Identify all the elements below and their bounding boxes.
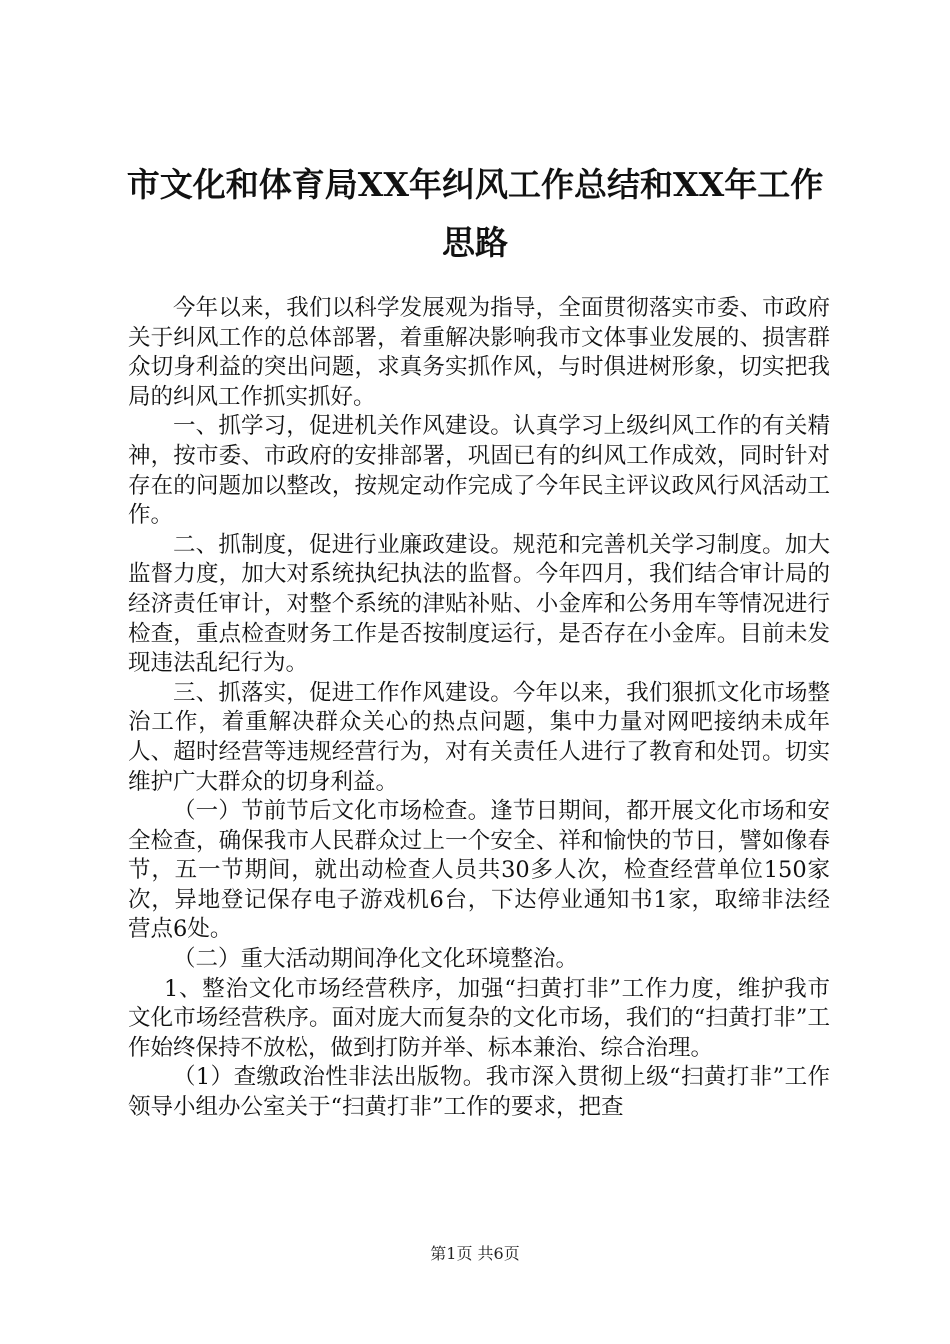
- paragraph-section-3: 三、抓落实，促进工作作风建设。今年以来，我们狠抓文化市场整治工作，着重解决群众关心的热点问题，集中力量对网吧接纳未成年人、超时经营等违规经营行为，对有关责任人进行了教育和处罚。切实维护广大群众的切身利益。: [128, 679, 830, 795]
- paragraph-section-2: 二、抓制度，促进行业廉政建设。规范和完善机关学习制度。加大监督力度，加大对系统执纪执法的监督。今年四月，我们结合审计局的经济责任审计，对整个系统的津贴补贴、小金库和公务用车等情况进行检查，重点检查财务工作是否按制度运行，是否存在小金库。目前未发现违法乱纪行为。: [128, 531, 830, 677]
- paragraph-item-1: 1、整治文化市场经营秩序，加强“扫黄打非”工作力度，维护我市文化市场经营秩序。面对庞大而复杂的文化市场，我们的“扫黄打非”工作始终保持不放松，做到打防并举、标本兼治、综合治理。: [128, 975, 830, 1061]
- page-footer: 第1页 共6页: [430, 1244, 520, 1263]
- paragraph-subsection-2: （二）重大活动期间净化文化环境整治。: [173, 946, 579, 973]
- document-body: [128, 294, 830, 1123]
- document-title: 市文化和体育局XX年纠风工作总结和XX年工作思路: [126, 165, 824, 262]
- paragraph-intro: 今年以来，我们以科学发展观为指导，全面贯彻落实市委、市政府关于纠风工作的总体部署，着重解决影响我市文体事业发展的、损害群众切身利益的突出问题，求真务实抓作风，与时俱进树形象，切实把我局的纠风工作抓实抓好。: [128, 295, 830, 410]
- paragraph-subsection-1: （一）节前节后文化市场检查。逢节日期间，都开展文化市场和安全检查，确保我市人民群众过上一个安全、祥和愉快的节日，譬如像春节，五一节期间，就出动检查人员共30多人次，检查经营单位150家次，异地登记保存电子游戏机6台，下达停业通知书1家，取缔非法经营点6处。: [128, 798, 830, 943]
- paragraph-section-1: 一、抓学习，促进机关作风建设。认真学习上级纠风工作的有关精神，按市委、市政府的安排部署，巩固已有的纠风工作成效，同时针对存在的问题加以整改，按规定动作完成了今年民主评议政风行风活动工作。: [128, 413, 830, 529]
- paragraph-item-1-1: （1）查缴政治性非法出版物。我市深入贯彻上级“扫黄打非”工作领导小组办公室关于“扫黄打非”工作的要求，把查: [128, 1064, 830, 1121]
